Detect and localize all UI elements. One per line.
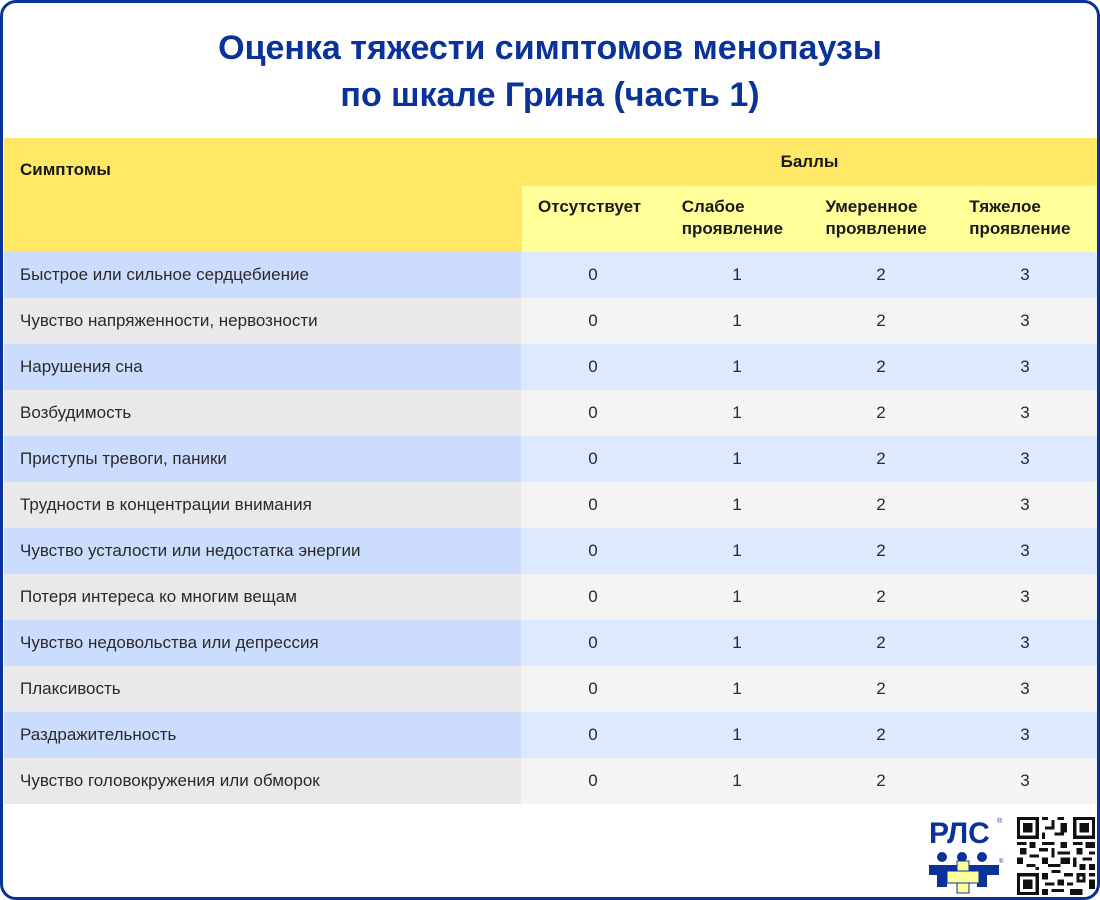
score-cell: 1 bbox=[732, 403, 742, 422]
score-cells bbox=[521, 666, 1097, 712]
logo-text: РЛС bbox=[929, 817, 990, 850]
score-cell: 0 bbox=[588, 633, 598, 652]
score-cell: 0 bbox=[588, 449, 598, 468]
column-header-moderate bbox=[810, 186, 954, 252]
score-cell: 2 bbox=[876, 265, 886, 284]
table-row bbox=[4, 712, 1097, 758]
table-row bbox=[4, 758, 1097, 804]
score-cell: 0 bbox=[588, 403, 598, 422]
page-title bbox=[3, 25, 1097, 119]
score-cell: 3 bbox=[1020, 633, 1030, 652]
score-cell: 0 bbox=[588, 587, 598, 606]
score-cell: 1 bbox=[732, 265, 742, 284]
score-cell: 3 bbox=[1020, 495, 1030, 514]
score-cell: 3 bbox=[1020, 587, 1030, 606]
score-cell: 0 bbox=[588, 495, 598, 514]
symptom-cell: Нарушения сна bbox=[4, 344, 521, 390]
score-cells bbox=[521, 482, 1097, 528]
score-cell: 3 bbox=[1020, 449, 1030, 468]
table-row bbox=[4, 574, 1097, 620]
score-cells bbox=[521, 252, 1097, 298]
score-cell: 3 bbox=[1020, 541, 1030, 560]
score-cell: 2 bbox=[876, 449, 886, 468]
score-cell: 1 bbox=[732, 679, 742, 698]
score-cell: 2 bbox=[876, 357, 886, 376]
table-row bbox=[4, 252, 1097, 298]
table-row bbox=[4, 528, 1097, 574]
score-cells bbox=[521, 528, 1097, 574]
score-cells bbox=[521, 574, 1097, 620]
symptom-cell: Быстрое или сильное сердцебиение bbox=[4, 252, 521, 298]
table-row bbox=[4, 482, 1097, 528]
score-cell: 3 bbox=[1020, 311, 1030, 330]
score-cell: 1 bbox=[732, 541, 742, 560]
score-cell: 2 bbox=[876, 587, 886, 606]
symptom-cell: Чувство напряженности, нервозности bbox=[4, 298, 521, 344]
score-cells bbox=[521, 620, 1097, 666]
symptom-cell: Трудности в концентрации внимания bbox=[4, 482, 521, 528]
score-cell: 1 bbox=[732, 495, 742, 514]
score-cell: 3 bbox=[1020, 679, 1030, 698]
column-header-text: Умеренное bbox=[825, 197, 918, 216]
symptom-cell: Потеря интереса ко многим вещам bbox=[4, 574, 521, 620]
score-cells bbox=[521, 298, 1097, 344]
score-cell: 3 bbox=[1020, 771, 1030, 790]
rls-logo-icon bbox=[927, 815, 1007, 895]
table-row bbox=[4, 436, 1097, 482]
title-line-2: по шкале Грина (часть 1) bbox=[340, 76, 760, 114]
score-cell: 0 bbox=[588, 679, 598, 698]
score-cell: 3 bbox=[1020, 725, 1030, 744]
column-header-text: проявление bbox=[969, 219, 1071, 238]
header-symptoms: Симптомы bbox=[20, 160, 111, 179]
score-cell: 3 bbox=[1020, 357, 1030, 376]
green-scale-table bbox=[4, 138, 1097, 804]
table-row bbox=[4, 666, 1097, 712]
score-cell: 2 bbox=[876, 541, 886, 560]
score-cell: 3 bbox=[1020, 265, 1030, 284]
subheader-row bbox=[522, 186, 1097, 252]
symptom-cell: Возбудимость bbox=[4, 390, 521, 436]
score-cell: 1 bbox=[732, 449, 742, 468]
table-row bbox=[4, 620, 1097, 666]
score-cell: 0 bbox=[588, 771, 598, 790]
symptom-cell: Приступы тревоги, паники bbox=[4, 436, 521, 482]
symptom-cell: Чувство головокружения или обморок bbox=[4, 758, 521, 804]
score-cell: 1 bbox=[732, 633, 742, 652]
score-cell: 1 bbox=[732, 725, 742, 744]
score-cell: 2 bbox=[876, 311, 886, 330]
table-row bbox=[4, 344, 1097, 390]
score-cell: 2 bbox=[876, 725, 886, 744]
column-header-text: Отсутствует bbox=[538, 197, 642, 216]
table-row bbox=[4, 390, 1097, 436]
logo-registered: ® bbox=[997, 818, 1003, 825]
column-header-absent bbox=[522, 186, 666, 252]
score-cells bbox=[521, 712, 1097, 758]
symptom-cell: Чувство недовольства или депрессия bbox=[4, 620, 521, 666]
column-header-mild bbox=[666, 186, 810, 252]
score-cells bbox=[521, 758, 1097, 804]
score-cell: 2 bbox=[876, 495, 886, 514]
score-cell: 0 bbox=[588, 311, 598, 330]
score-cells bbox=[521, 436, 1097, 482]
score-cell: 2 bbox=[876, 633, 886, 652]
column-header-severe bbox=[953, 186, 1097, 252]
score-cell: 2 bbox=[876, 679, 886, 698]
score-cell: 1 bbox=[732, 587, 742, 606]
score-cell: 2 bbox=[876, 403, 886, 422]
svg-text:®: ® bbox=[999, 859, 1004, 865]
table-header bbox=[4, 138, 1097, 252]
score-cell: 2 bbox=[876, 771, 886, 790]
symptom-cell: Раздражительность bbox=[4, 712, 521, 758]
score-cell: 0 bbox=[588, 265, 598, 284]
column-header-text: Слабое bbox=[681, 197, 745, 216]
score-cell: 0 bbox=[588, 725, 598, 744]
table-body bbox=[4, 252, 1097, 804]
qr-code-icon bbox=[1017, 817, 1095, 895]
score-cells bbox=[521, 344, 1097, 390]
table-row bbox=[4, 298, 1097, 344]
symptom-cell: Чувство усталости или недостатка энергии bbox=[4, 528, 521, 574]
column-header-text: Тяжелое bbox=[969, 197, 1041, 216]
column-header-text: проявление bbox=[825, 219, 927, 238]
score-cell: 1 bbox=[732, 771, 742, 790]
header-points: Баллы bbox=[780, 152, 839, 171]
score-cells bbox=[521, 390, 1097, 436]
score-cell: 1 bbox=[732, 357, 742, 376]
title-line-1: Оценка тяжести симптомов менопаузы bbox=[218, 29, 882, 67]
score-cell: 0 bbox=[588, 541, 598, 560]
score-cell: 3 bbox=[1020, 403, 1030, 422]
score-cell: 1 bbox=[732, 311, 742, 330]
symptom-cell: Плаксивость bbox=[4, 666, 521, 712]
column-header-text: проявление bbox=[681, 219, 783, 238]
score-cell: 0 bbox=[588, 357, 598, 376]
